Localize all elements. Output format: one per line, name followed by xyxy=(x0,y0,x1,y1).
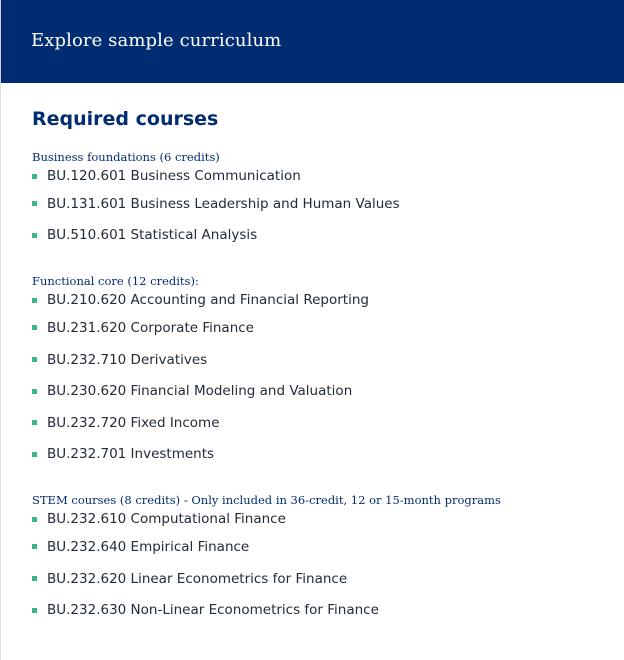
list-item xyxy=(32,407,624,439)
course-label: BU.510.601 Statistical Analysis xyxy=(47,227,258,244)
list-item xyxy=(32,531,624,563)
list-item xyxy=(32,220,624,252)
curriculum-header[interactable] xyxy=(0,0,624,83)
list-item xyxy=(32,164,624,188)
list-item xyxy=(32,188,624,220)
bullet-icon xyxy=(32,233,37,238)
list-item xyxy=(32,312,624,344)
bullet-icon xyxy=(32,576,37,581)
group-title: Business foundations (6 credits) xyxy=(32,150,220,164)
course-label: BU.231.620 Corporate Finance xyxy=(47,319,254,336)
bullet-icon xyxy=(32,201,37,206)
curriculum-content xyxy=(0,83,624,660)
course-label: BU.232.620 Linear Econometrics for Finance xyxy=(47,570,348,587)
bullet-icon xyxy=(32,544,37,549)
bullet-icon xyxy=(32,174,37,179)
course-label: BU.210.620 Accounting and Financial Reporting xyxy=(47,292,369,309)
course-list xyxy=(32,164,624,251)
bullet-icon xyxy=(32,452,37,457)
list-item xyxy=(32,288,624,312)
list-item xyxy=(32,594,624,626)
bullet-icon xyxy=(32,608,37,613)
course-list xyxy=(32,507,624,626)
course-label: BU.230.620 Financial Modeling and Valuation xyxy=(47,383,353,400)
course-label: BU.232.701 Investments xyxy=(47,446,215,463)
group-title: STEM courses (8 credits) - Only included in 36-credit, 12 or 15-month programs xyxy=(32,493,501,508)
bullet-icon xyxy=(32,298,37,303)
list-item xyxy=(32,344,624,376)
course-label: BU.131.601 Business Leadership and Human Values xyxy=(47,195,400,212)
header-title: Explore sample curriculum xyxy=(31,30,282,51)
course-label: BU.232.640 Empirical Finance xyxy=(47,538,250,555)
course-label: BU.232.630 Non-Linear Econometrics for Finance xyxy=(47,602,379,619)
bullet-icon xyxy=(32,325,37,330)
bullet-icon xyxy=(32,357,37,362)
bullet-icon xyxy=(32,420,37,425)
course-label: BU.232.720 Fixed Income xyxy=(47,414,220,431)
bullet-icon xyxy=(32,389,37,394)
list-item xyxy=(32,563,624,595)
group-title: Functional core (12 credits): xyxy=(32,274,199,289)
course-group-functional-core xyxy=(32,274,624,470)
course-group-business-foundations xyxy=(32,150,624,251)
bullet-icon xyxy=(32,517,37,522)
section-title: Required courses xyxy=(32,108,219,130)
list-item xyxy=(32,507,624,531)
course-label: BU.232.610 Computational Finance xyxy=(47,511,286,528)
list-item xyxy=(32,375,624,407)
course-label: BU.120.601 Business Communication xyxy=(47,168,301,184)
course-list xyxy=(32,288,624,470)
course-group-stem xyxy=(32,493,624,626)
course-label: BU.232.710 Derivatives xyxy=(47,351,208,368)
list-item xyxy=(32,439,624,471)
